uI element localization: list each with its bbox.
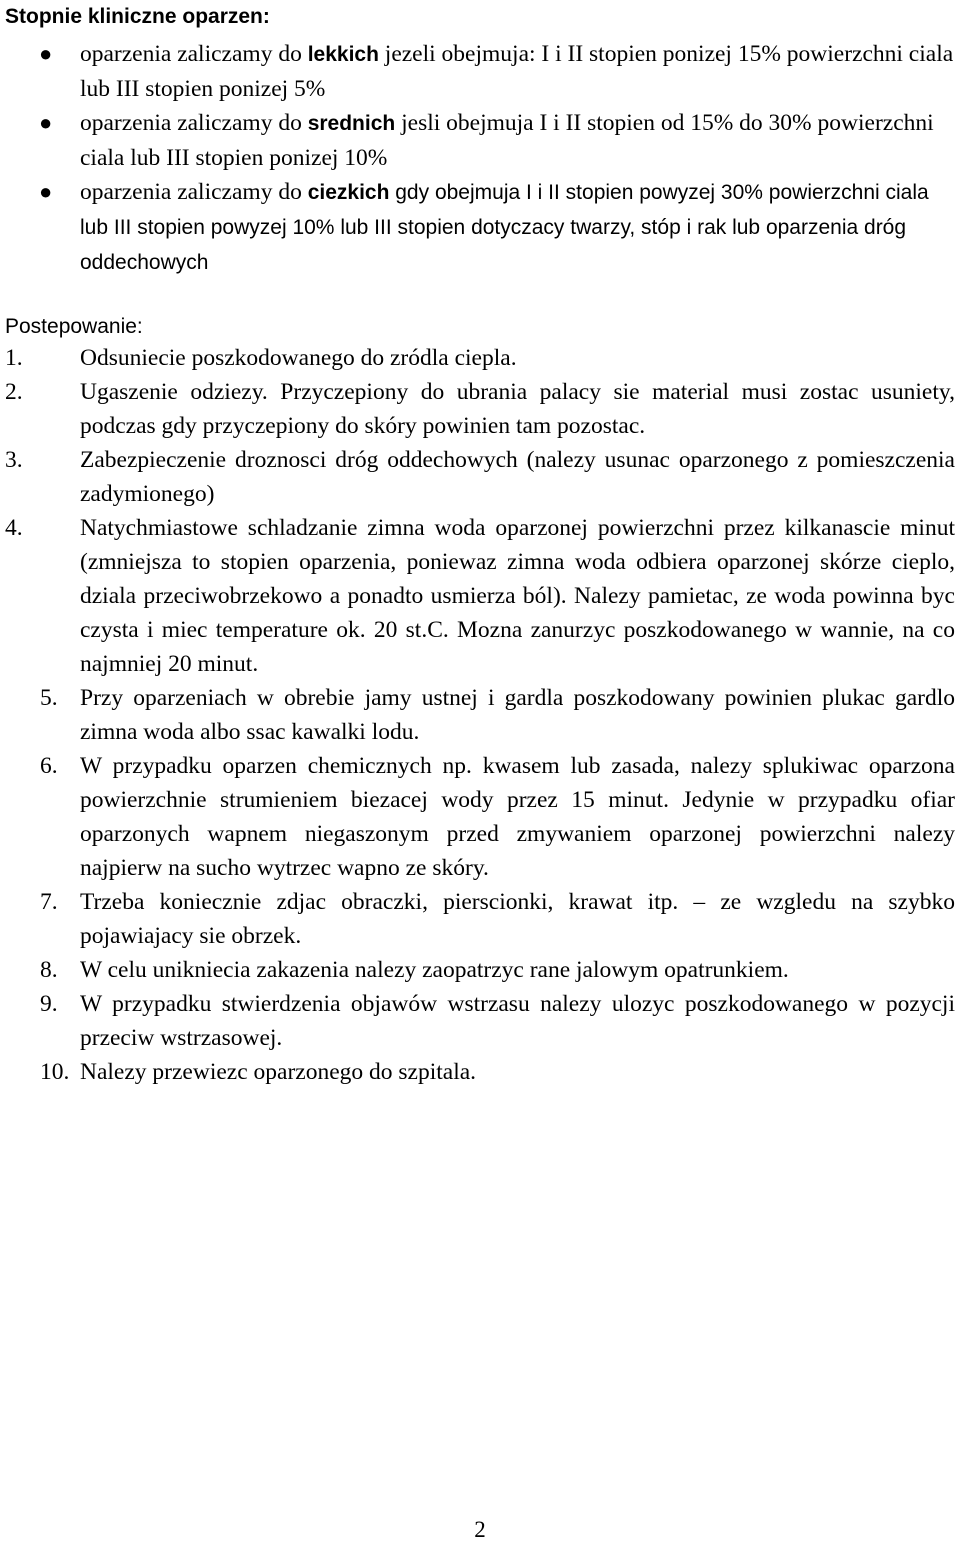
bullet-keyword: lekkich [307,43,379,66]
list-item [0,885,955,953]
list-item [0,341,955,375]
procedure-list [0,341,960,1089]
step-text: Natychmiastowe schladzanie zimna woda oparzonej powierzchni przez kilkanascie minut (zmniejsza to stopien oparzenia, poniewaz zimna woda odbiera oparzonej skórze cieplo, dziala przeciwobrzekowo a ponadto usmierza ból). Nalezy pamietac, ze woda powinna byc czysta i miec temperature ok. 20 st.C. Mozna zanurzyc poszkodowanego w wannie, na co najmniej 20 minut. [80,515,955,677]
list-item [0,37,955,106]
bullet-icon: ● [39,41,53,66]
step-number: 7. [40,889,58,915]
list-item [0,987,955,1055]
step-number: 6. [40,753,58,779]
step-number: 10. [40,1059,70,1085]
page-number: 2 [474,1517,486,1542]
bullet-text-post: jezeli obejmuja: I i II stopien ponizej 15% powierzchni ciala lub III stopien ponizej 5% [80,41,954,102]
step-number: 3. [5,447,23,473]
heading-stopnie: Stopnie kliniczne oparzen: [5,5,270,28]
bullet-keyword: ciezkich [307,181,390,204]
step-number: 2. [5,379,23,405]
list-item [0,443,955,511]
bullet-text-pre: oparzenia zaliczamy do [80,179,308,205]
step-number: 8. [40,957,58,983]
list-item [0,106,955,175]
step-number: 4. [5,515,23,541]
step-text: Trzeba koniecznie zdjac obraczki, pierscionki, krawat itp. – ze wzgledu na szybko pojawiajacy sie obrzek. [80,889,955,949]
step-number: 9. [40,991,58,1017]
step-number: 1. [5,345,23,371]
step-text: Nalezy przewiezc oparzonego do szpitala. [80,1059,477,1085]
step-number: 5. [40,685,58,711]
step-text: W przypadku stwierdzenia objawów wstrzasu nalezy ulozyc poszkodowanego w pozycji przeciw wstrzasowej. [80,991,955,1051]
degree-list [0,37,960,280]
list-item [0,511,955,681]
step-text: W celu unikniecia zakazenia nalezy zaopatrzyc rane jalowym opatrunkiem. [80,957,789,983]
heading-postepowanie: Postepowanie: [5,315,143,338]
bullet-text-pre: oparzenia zaliczamy do [80,41,308,67]
step-text: Zabezpieczenie droznosci dróg oddechowych (nalezy usunac oparzonego z pomieszczenia zadymionego) [80,447,955,507]
step-text: Przy oparzeniach w obrebie jamy ustnej i gardla poszkodowany powinien plukac gardlo zimna woda albo ssac kawalki lodu. [80,685,955,745]
list-item [0,175,955,280]
list-item [0,375,955,443]
bullet-icon: ● [39,110,53,135]
list-item [0,749,955,885]
bullet-text-post: gdy obejmuja I i II stopien powyzej 30% powierzchni ciala lub III stopien powyzej 10% lub III stopien dotyczacy twarzy, stóp i rak lub oparzenia dróg oddechowych [80,181,929,274]
list-item [0,953,955,987]
step-text: Ugaszenie odziezy. Przyczepiony do ubrania palacy sie material musi zostac usuniety, podczas gdy przyczepiony do skóry powinien tam pozostac. [80,379,955,439]
step-text: W przypadku oparzen chemicznych np. kwasem lub zasada, nalezy splukiwac oparzona powierzchnie strumieniem biezacej wody przez 15 minut. Jedynie w przypadku ofiar oparzonych wapnem niegaszonym przed zmywaniem oparzonej powierzchni nalezy najpierw na sucho wytrzec wapno ze skóry. [80,753,955,881]
bullet-text-post: jesli obejmuja I i II stopien od 15% do 30% powierzchni ciala lub III stopien ponizej 10% [80,110,934,171]
list-item [0,681,955,749]
bullet-keyword: srednich [307,112,396,135]
bullet-text-pre: oparzenia zaliczamy do [80,110,308,136]
step-text: Odsuniecie poszkodowanego do zródla ciepla. [80,345,517,371]
list-item [0,1055,955,1089]
bullet-icon: ● [39,179,53,204]
